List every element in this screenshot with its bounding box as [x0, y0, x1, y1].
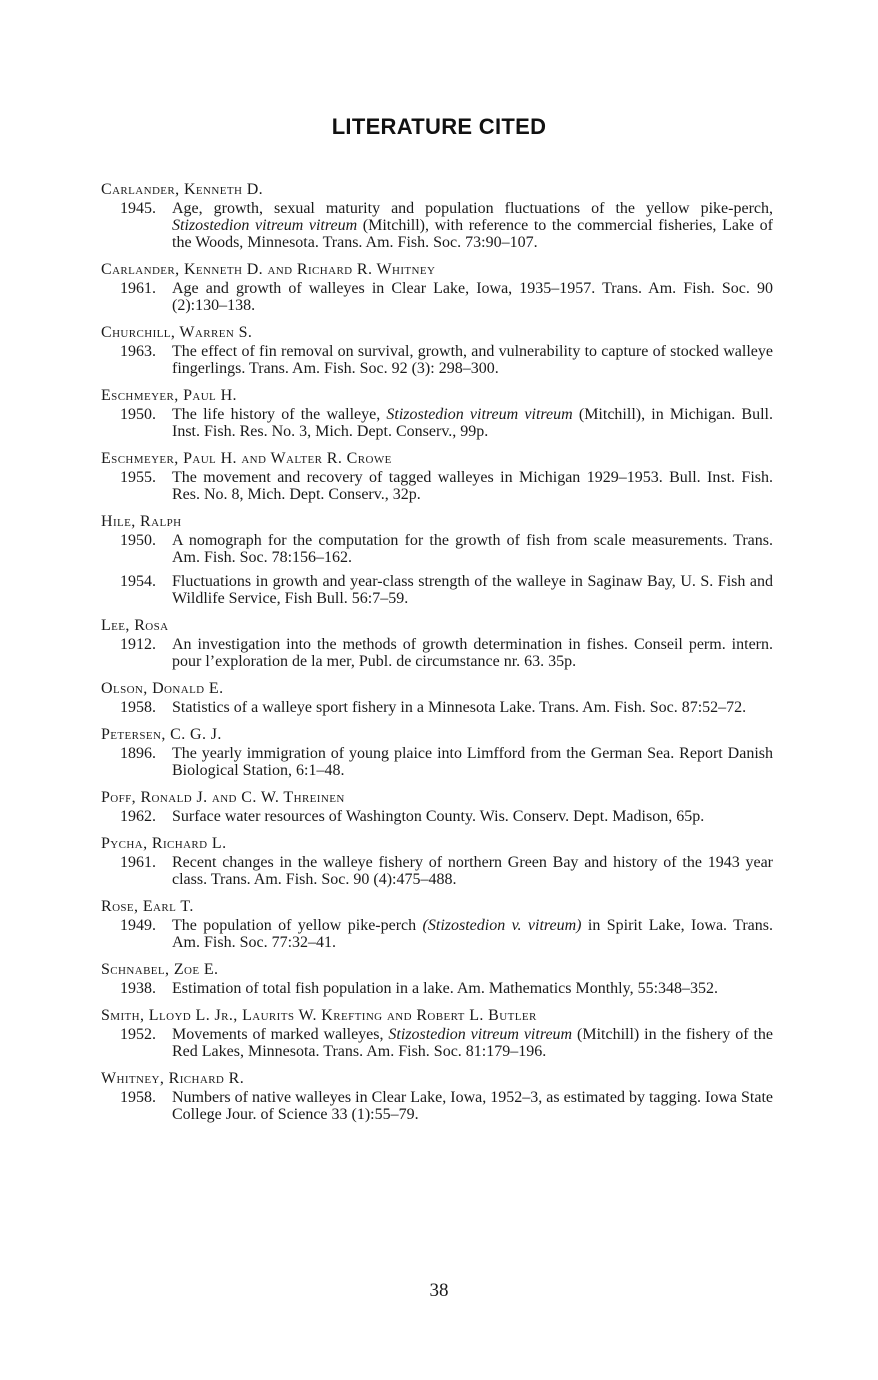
reference-author: Carlander, Kenneth D. and Richard R. Whitney	[101, 261, 436, 278]
reference-text	[172, 200, 773, 251]
reference-text	[172, 532, 773, 566]
reference-entry	[101, 324, 773, 377]
reference-item	[101, 343, 773, 377]
reference-item	[101, 1026, 773, 1060]
reference-item	[101, 406, 773, 440]
reference-entry	[101, 1070, 773, 1123]
reference-author: Whitney, Richard R.	[101, 1070, 245, 1087]
reference-year: 1950.	[120, 406, 156, 423]
reference-item	[101, 532, 773, 566]
reference-text-segment: The yearly immigration of young plaice into Limfford from the German Sea. Report Danish Biological Station, 6:1–48.	[172, 745, 773, 779]
reference-text-segment: Movements of marked walleyes,	[172, 1026, 389, 1043]
reference-author: Poff, Ronald J. and C. W. Threinen	[101, 789, 345, 806]
reference-text	[172, 808, 773, 825]
reference-text	[172, 343, 773, 377]
reference-text	[172, 636, 773, 670]
reference-item	[101, 808, 773, 825]
reference-entry	[101, 513, 773, 607]
reference-author: Hile, Ralph	[101, 513, 182, 530]
reference-text-segment: Numbers of native walleyes in Clear Lake, Iowa, 1952–3, as estimated by tagging. Iowa State College Jour. of Science 33 (1):55–79.	[172, 1089, 773, 1123]
reference-author: Churchill, Warren S.	[101, 324, 253, 341]
reference-year: 1955.	[120, 469, 156, 486]
reference-text-segment: Age and growth of walleyes in Clear Lake, Iowa, 1935–1957. Trans. Am. Fish. Soc. 90 (2):130–138.	[172, 280, 773, 314]
reference-year: 1958.	[120, 1089, 156, 1106]
reference-year: 1938.	[120, 980, 156, 997]
reference-text	[172, 406, 773, 440]
reference-author: Schnabel, Zoe E.	[101, 961, 219, 978]
reference-year: 1945.	[120, 200, 156, 217]
reference-entry	[101, 181, 773, 251]
reference-item	[101, 200, 773, 251]
reference-text-segment: The population of yellow pike-perch	[172, 917, 423, 934]
reference-text	[172, 573, 773, 607]
reference-text-segment: The movement and recovery of tagged walleyes in Michigan 1929–1953. Bull. Inst. Fish. Res. No. 8, Mich. Dept. Conserv., 32p.	[172, 469, 773, 503]
reference-author: Carlander, Kenneth D.	[101, 181, 264, 198]
reference-item	[101, 699, 773, 716]
reference-text	[172, 469, 773, 503]
reference-text	[172, 699, 773, 716]
reference-item	[101, 980, 773, 997]
reference-italic-text: Stizostedion vitreum vitreum	[172, 217, 358, 234]
reference-entry	[101, 898, 773, 951]
reference-entry	[101, 617, 773, 670]
reference-italic-text: Stizostedion vitreum vitreum	[388, 1026, 573, 1043]
page-number: 38	[429, 1280, 449, 1301]
reference-author: Eschmeyer, Paul H. and Walter R. Crowe	[101, 450, 392, 467]
reference-item	[101, 745, 773, 779]
reference-text-segment: (Mitchill) in the fishery of the Red Lakes, Minnesota. Trans. Am. Fish. Soc. 81:179–196.	[172, 1026, 774, 1060]
reference-year: 1950.	[120, 532, 156, 549]
reference-text-segment: Recent changes in the walleye fishery of northern Green Bay and history of the 1943 year class. Trans. Am. Fish. Soc. 90 (4):475–488.	[172, 854, 773, 888]
reference-text	[172, 980, 773, 997]
reference-year: 1912.	[120, 636, 156, 653]
reference-author: Smith, Lloyd L. Jr., Laurits W. Krefting and Robert L. Butler	[101, 1007, 537, 1024]
reference-author: Lee, Rosa	[101, 617, 169, 634]
reference-text	[172, 1089, 773, 1123]
reference-year: 1963.	[120, 343, 156, 360]
reference-author: Pycha, Richard L.	[101, 835, 227, 852]
reference-year: 1958.	[120, 699, 156, 716]
reference-author: Eschmeyer, Paul H.	[101, 387, 237, 404]
reference-item	[101, 636, 773, 670]
references-list	[101, 181, 773, 1133]
reference-entry	[101, 726, 773, 779]
reference-text	[172, 917, 773, 951]
reference-year: 1896.	[120, 745, 156, 762]
reference-italic-text: (Stizostedion v. vitreum)	[422, 917, 582, 934]
page-title: LITERATURE CITED	[331, 114, 547, 139]
reference-text	[172, 854, 773, 888]
reference-author: Olson, Donald E.	[101, 680, 224, 697]
reference-item	[101, 280, 773, 314]
reference-text-segment: The effect of fin removal on survival, growth, and vulnerability to capture of stocked walleye fingerlings. Trans. Am. Fish. Soc. 92 (3): 298–300.	[172, 343, 773, 377]
reference-item	[101, 917, 773, 951]
reference-text	[172, 280, 773, 314]
reference-year: 1962.	[120, 808, 156, 825]
reference-text	[172, 745, 773, 779]
reference-author: Rose, Earl T.	[101, 898, 194, 915]
reference-year: 1961.	[120, 280, 156, 297]
reference-entry	[101, 789, 773, 825]
reference-text-segment: The life history of the walleye,	[172, 406, 387, 423]
reference-text-segment: Surface water resources of Washington County. Wis. Conserv. Dept. Madison, 65p.	[172, 808, 705, 825]
reference-item	[101, 1089, 773, 1123]
reference-year: 1961.	[120, 854, 156, 871]
reference-entry	[101, 261, 773, 314]
reference-text-segment: (Mitchill), in Michigan. Bull. Inst. Fish. Res. No. 3, Mich. Dept. Conserv., 99p.	[172, 406, 773, 440]
reference-entry	[101, 450, 773, 503]
reference-entry	[101, 835, 773, 888]
reference-text-segment: in Spirit Lake, Iowa. Trans. Am. Fish. Soc. 77:32–41.	[172, 917, 774, 951]
reference-text-segment: Statistics of a walleye sport fishery in a Minnesota Lake. Trans. Am. Fish. Soc. 87:52–72.	[172, 699, 747, 716]
reference-text-segment: (Mitchill), with reference to the commercial fisheries, Lake of the Woods, Minnesota. Trans. Am. Fish. Soc. 73:90–107.	[172, 217, 773, 251]
reference-year: 1954.	[120, 573, 156, 590]
reference-entry	[101, 387, 773, 440]
reference-item	[101, 854, 773, 888]
reference-entry	[101, 961, 773, 997]
reference-entry	[101, 680, 773, 716]
reference-author: Petersen, C. G. J.	[101, 726, 222, 743]
reference-year: 1949.	[120, 917, 156, 934]
reference-text-segment: Age, growth, sexual maturity and population fluctuations of the yellow pike-perch,	[172, 200, 773, 217]
reference-item	[101, 573, 773, 607]
reference-italic-text: Stizostedion vitreum vitreum	[386, 406, 573, 423]
reference-text-segment: Estimation of total fish population in a lake. Am. Mathematics Monthly, 55:348–352.	[172, 980, 719, 997]
reference-year: 1952.	[120, 1026, 156, 1043]
reference-entry	[101, 1007, 773, 1060]
reference-item	[101, 469, 773, 503]
reference-text-segment: Fluctuations in growth and year-class strength of the walleye in Saginaw Bay, U. S. Fish and Wildlife Service, Fish Bull. 56:7–59.	[172, 573, 773, 607]
reference-text	[172, 1026, 773, 1060]
reference-text-segment: An investigation into the methods of growth determination in fishes. Conseil perm. intern. pour l’exploration de la mer, Publ. de circumstance nr. 63. 35p.	[172, 636, 773, 670]
reference-text-segment: A nomograph for the computation for the growth of fish from scale measurements. Trans. Am. Fish. Soc. 78:156–162.	[172, 532, 773, 566]
